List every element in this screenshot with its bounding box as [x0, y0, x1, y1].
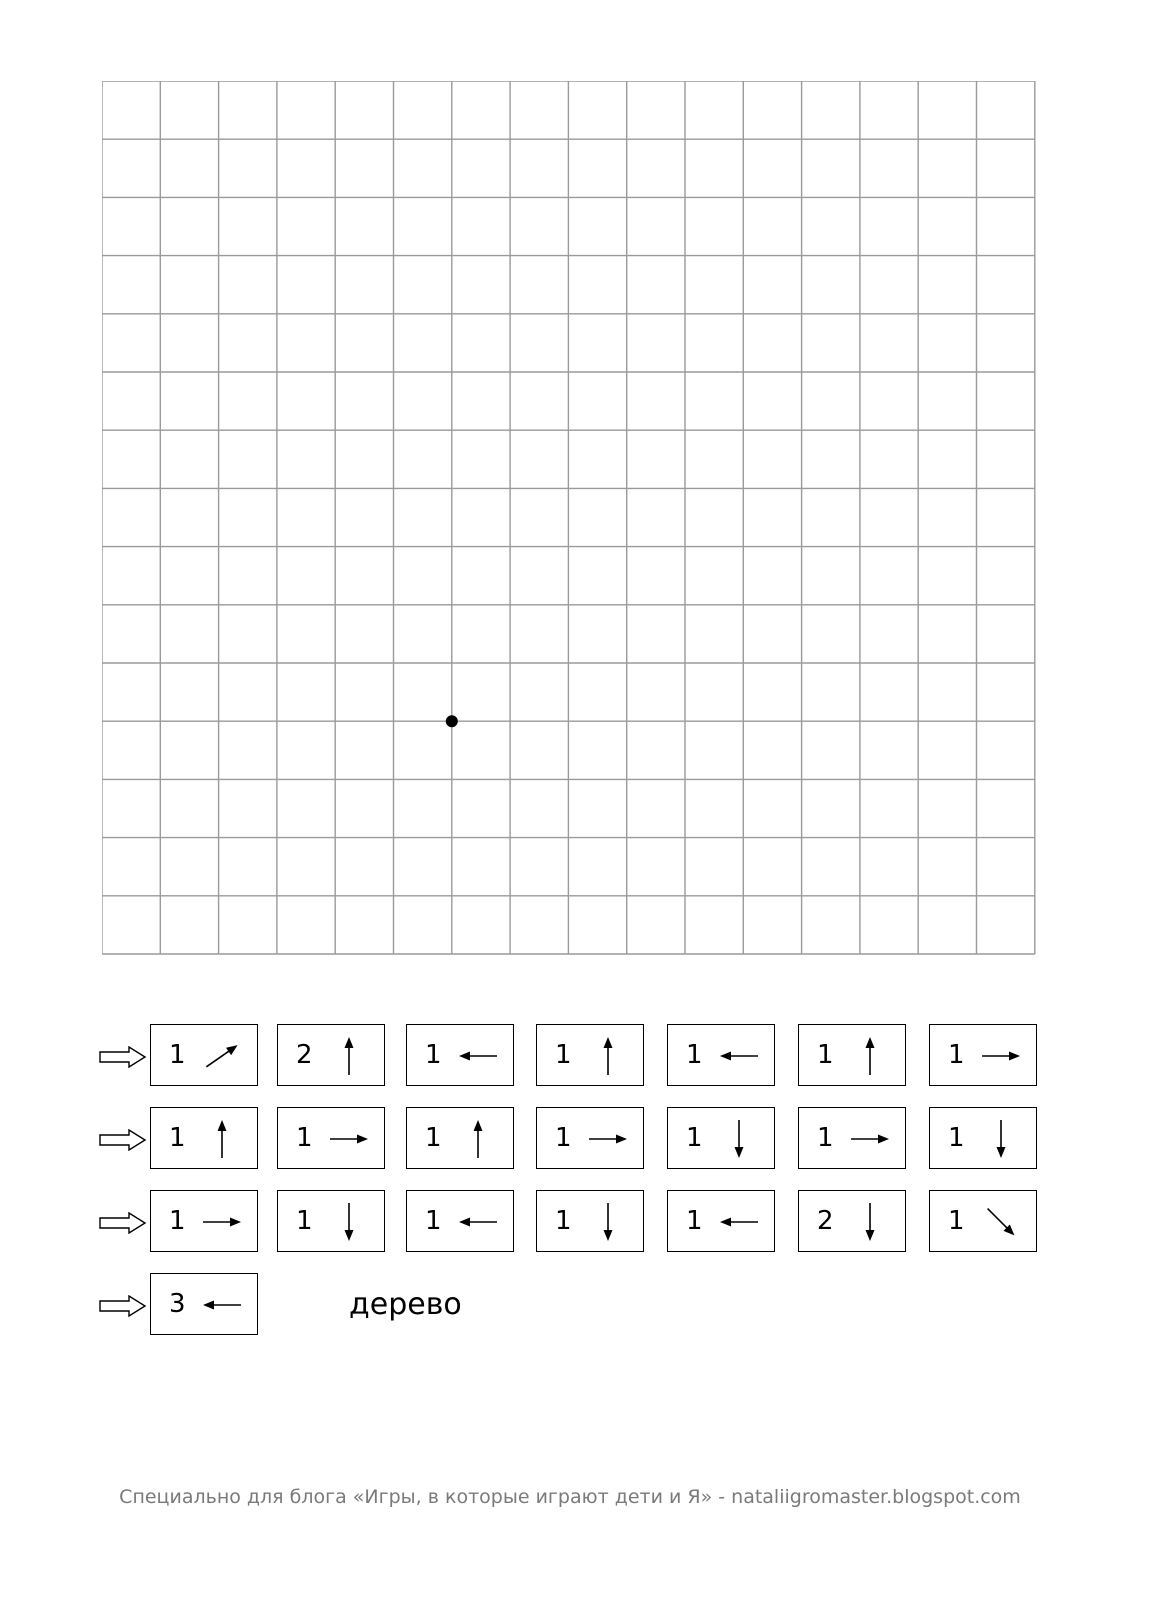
arrow-up-icon [453, 1115, 503, 1163]
command-box [929, 1190, 1037, 1252]
step-count: 1 [296, 1206, 313, 1236]
command-box [277, 1190, 385, 1252]
step-count: 1 [425, 1123, 442, 1153]
command-box [536, 1024, 644, 1086]
step-count: 1 [555, 1040, 572, 1070]
answer-word: дерево [349, 1287, 462, 1322]
step-count: 1 [169, 1206, 186, 1236]
arrow-left-icon [714, 1198, 764, 1246]
arrow-left-icon [453, 1198, 503, 1246]
command-box [150, 1107, 258, 1169]
command-box [536, 1190, 644, 1252]
step-count: 1 [169, 1123, 186, 1153]
arrow-down-icon [845, 1198, 895, 1246]
arrow-down-icon [714, 1115, 764, 1163]
arrow-down-icon [324, 1198, 374, 1246]
command-row [0, 1024, 1156, 1088]
step-count: 1 [686, 1040, 703, 1070]
command-box [150, 1190, 258, 1252]
command-box [929, 1024, 1037, 1086]
grid-lines [102, 81, 1035, 954]
step-count: 1 [555, 1123, 572, 1153]
command-box [667, 1190, 775, 1252]
arrow-right-icon [845, 1115, 895, 1163]
row-start-arrow-icon [99, 1212, 147, 1234]
arrow-left-icon [714, 1032, 764, 1080]
step-count: 1 [425, 1040, 442, 1070]
step-count: 1 [948, 1040, 965, 1070]
arrow-up-icon [197, 1115, 247, 1163]
row-start-arrow-icon [99, 1295, 147, 1317]
step-count: 1 [817, 1040, 834, 1070]
arrow-up-icon [583, 1032, 633, 1080]
row-start-arrow-icon [99, 1129, 147, 1151]
command-box [150, 1024, 258, 1086]
row-start-arrow-icon [99, 1046, 147, 1068]
command-box [406, 1024, 514, 1086]
drawing-grid[interactable] [102, 81, 1038, 955]
command-box [929, 1107, 1037, 1169]
step-count: 1 [296, 1123, 313, 1153]
command-box [667, 1107, 775, 1169]
command-box [798, 1190, 906, 1252]
command-box [277, 1024, 385, 1086]
command-box [667, 1024, 775, 1086]
step-count: 1 [425, 1206, 442, 1236]
step-count: 1 [169, 1040, 186, 1070]
step-count: 1 [686, 1206, 703, 1236]
arrow-right-icon [324, 1115, 374, 1163]
command-box [406, 1190, 514, 1252]
command-box [798, 1107, 906, 1169]
arrow-down-right-icon [976, 1198, 1026, 1246]
step-count: 1 [555, 1206, 572, 1236]
arrow-up-icon [324, 1032, 374, 1080]
arrow-right-icon [197, 1198, 247, 1246]
step-count: 1 [817, 1123, 834, 1153]
command-row [0, 1273, 1156, 1337]
command-row [0, 1107, 1156, 1171]
command-box [277, 1107, 385, 1169]
start-point-dot [446, 715, 458, 727]
command-row [0, 1190, 1156, 1254]
step-count: 1 [948, 1206, 965, 1236]
command-box [150, 1273, 258, 1335]
arrow-down-icon [976, 1115, 1026, 1163]
command-box [798, 1024, 906, 1086]
step-count: 3 [169, 1289, 186, 1319]
arrow-up-icon [845, 1032, 895, 1080]
step-count: 1 [948, 1123, 965, 1153]
command-box [536, 1107, 644, 1169]
arrow-left-icon [453, 1032, 503, 1080]
arrow-right-icon [583, 1115, 633, 1163]
step-count: 2 [817, 1206, 834, 1236]
step-count: 2 [296, 1040, 313, 1070]
arrow-left-icon [197, 1281, 247, 1329]
arrow-down-icon [583, 1198, 633, 1246]
arrow-up-right-icon [197, 1032, 247, 1080]
step-count: 1 [686, 1123, 703, 1153]
footer-credit: Специально для блога «Игры, в которые играют дети и Я» - nataliigromaster.blogspot.com [119, 1486, 1021, 1508]
command-box [406, 1107, 514, 1169]
arrow-right-icon [976, 1032, 1026, 1080]
